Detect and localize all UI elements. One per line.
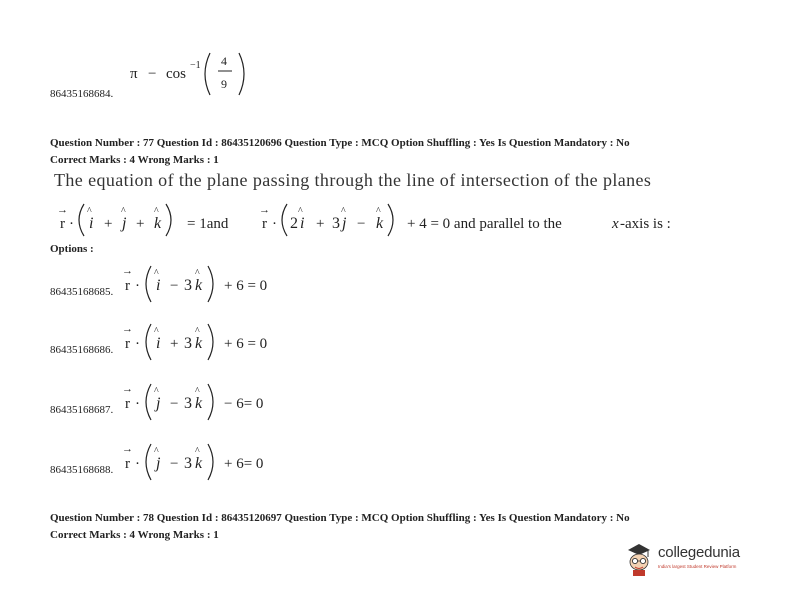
option-expression (118, 262, 318, 308)
right-paren (208, 384, 213, 420)
question-text: The equation of the plane passing through the line of intersection of the planes (54, 170, 652, 190)
vector-arrow-icon: → (122, 265, 133, 277)
vector-arrow-icon: → (259, 204, 270, 216)
hat-icon: ^ (195, 386, 200, 397)
unit-j: j (342, 215, 347, 232)
dot-operator: · (272, 216, 277, 232)
minus-sign: − (148, 66, 157, 82)
option-item[interactable] (0, 380, 792, 430)
prev-option-expression (126, 48, 276, 100)
plus-sign: + (316, 216, 325, 232)
unit-k: k (195, 335, 203, 352)
unit-j: j (122, 215, 127, 232)
collegedunia-logo (624, 540, 764, 580)
vector-r: r (125, 456, 130, 472)
student-mascot-icon (624, 542, 654, 578)
axis-tail: -axis is : (620, 216, 671, 232)
next-question-meta-line1: Question Number : 78 Question Id : 86435120697 Question Type : MCQ Option Shuffling : Yes Is Question Mandatory : No (50, 512, 630, 524)
dot-operator: · (135, 396, 140, 412)
left-paren (146, 384, 151, 420)
option-expression (118, 440, 318, 486)
vector-arrow-icon: → (57, 204, 68, 216)
option-tail: + 6 = 0 (224, 278, 268, 294)
unit-vector: i (156, 277, 161, 294)
option-item[interactable] (0, 262, 792, 312)
hat-icon: ^ (195, 326, 200, 337)
hat-icon: ^ (195, 446, 200, 457)
left-paren (146, 266, 151, 302)
logo-tagline: India's largest Student Review Platform (658, 564, 737, 569)
hat-icon: ^ (154, 326, 159, 337)
unit-k: k (195, 395, 203, 412)
dot-operator: · (69, 216, 74, 232)
question-meta-line1: Question Number : 77 Question Id : 86435120696 Question Type : MCQ Option Shuffling : Yes Is Question Mandatory : No (50, 137, 630, 149)
unit-vector: i (156, 335, 161, 352)
option-id: 86435168686. (50, 344, 114, 356)
pi-symbol: π (130, 66, 138, 82)
dot-operator: · (135, 278, 140, 294)
coefficient: 2 (290, 215, 298, 232)
right-paren (388, 204, 393, 236)
fraction-numerator: 4 (221, 54, 227, 68)
hat-icon: ^ (154, 446, 159, 457)
plus-sign: + (104, 216, 113, 232)
option-item[interactable] (0, 440, 792, 490)
unit-vector: j (156, 395, 161, 412)
option-id: 86435168685. (50, 286, 114, 298)
logo-wordmark: collegedunia (658, 544, 740, 561)
left-paren (79, 204, 84, 236)
hat-icon: ^ (154, 386, 159, 397)
dot-operator: · (135, 456, 140, 472)
right-paren (208, 444, 213, 480)
vector-arrow-icon: → (122, 443, 133, 455)
unit-i: i (300, 215, 305, 232)
operator: − (170, 396, 179, 412)
option-id: 86435168688. (50, 464, 114, 476)
question-meta-line2: Correct Marks : 4 Wrong Marks : 1 (50, 154, 219, 166)
coefficient: 3 (184, 277, 192, 294)
plus-sign: + (136, 216, 145, 232)
left-paren (146, 324, 151, 360)
cos-function: cos (166, 66, 186, 82)
coefficient: 3 (184, 455, 192, 472)
next-question-meta-line2: Correct Marks : 4 Wrong Marks : 1 (50, 529, 219, 541)
option-expression (118, 320, 318, 366)
right-paren (239, 53, 244, 95)
vector-arrow-icon: → (122, 383, 133, 395)
option-tail: − 6= 0 (224, 396, 264, 412)
hat-icon: ^ (154, 206, 159, 217)
hat-icon: ^ (87, 206, 92, 217)
left-paren (205, 53, 210, 95)
hat-icon: ^ (341, 206, 346, 217)
hat-icon: ^ (154, 268, 159, 279)
vector-r: r (125, 336, 130, 352)
right-paren (166, 204, 171, 236)
left-paren (282, 204, 287, 236)
equation-tail: + 4 = 0 and parallel to the (407, 216, 562, 232)
vector-r: r (125, 396, 130, 412)
coefficient: 3 (184, 395, 192, 412)
dot-operator: · (135, 336, 140, 352)
unit-k: k (195, 277, 203, 294)
option-expression (118, 380, 318, 426)
coefficient: 3 (332, 215, 340, 232)
option-tail: + 6= 0 (224, 456, 264, 472)
question-equation-line (54, 196, 714, 240)
minus-sign: − (357, 216, 366, 232)
options-label: Options : (50, 243, 94, 255)
unit-k: k (376, 215, 384, 232)
unit-k: k (195, 455, 203, 472)
right-paren (208, 266, 213, 302)
vector-r: r (262, 216, 267, 232)
prev-option-id: 86435168684. (50, 88, 114, 100)
option-id: 86435168687. (50, 404, 114, 416)
option-item[interactable] (0, 320, 792, 370)
operator: − (170, 456, 179, 472)
hat-icon: ^ (121, 206, 126, 217)
operator: − (170, 278, 179, 294)
hat-icon: ^ (195, 268, 200, 279)
unit-k: k (154, 215, 162, 232)
fraction-denominator: 9 (221, 77, 227, 91)
left-paren (146, 444, 151, 480)
operator: + (170, 336, 179, 352)
vector-r: r (125, 278, 130, 294)
vector-arrow-icon: → (122, 323, 133, 335)
vector-r: r (60, 216, 65, 232)
unit-vector: j (156, 455, 161, 472)
hat-icon: ^ (376, 206, 381, 217)
x-variable: x (612, 216, 619, 232)
right-paren (208, 324, 213, 360)
inverse-superscript: −1 (190, 60, 201, 71)
rhs-value: = 1and (187, 216, 229, 232)
unit-i: i (89, 215, 94, 232)
option-tail: + 6 = 0 (224, 336, 268, 352)
coefficient: 3 (184, 335, 192, 352)
hat-icon: ^ (298, 206, 303, 217)
